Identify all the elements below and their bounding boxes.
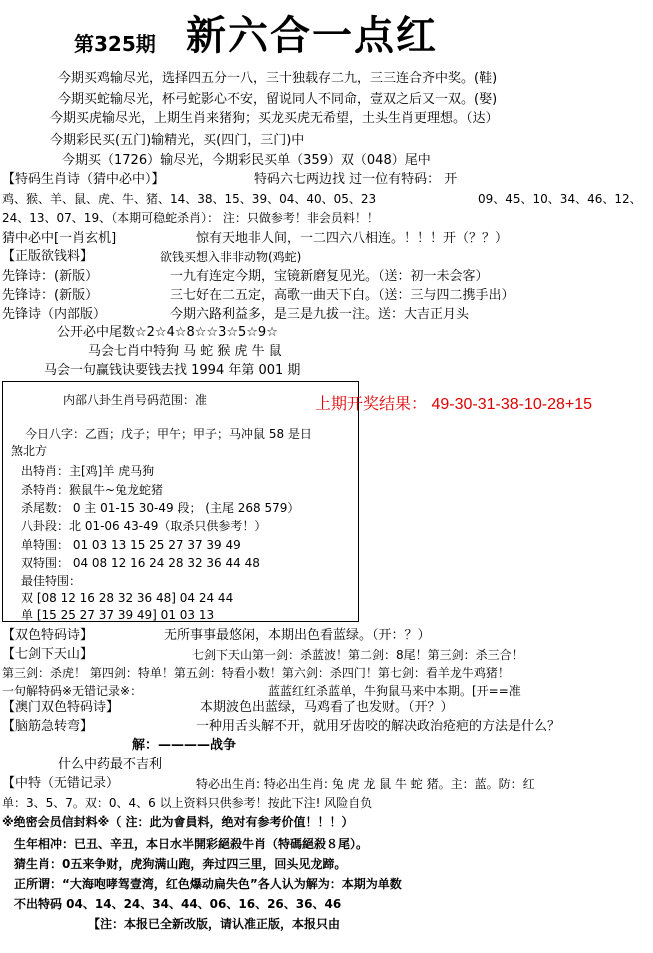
intro-line-1: 今期买鸡输尽光，选择四五分一八，三十独载存二九，三三连合齐中奖。(鞋) (58, 71, 498, 86)
zhongte-cont: 单：3、5、7。双：0、4、6 以上资料只供参考！按此下注! 风险自负 (2, 796, 373, 810)
zhengban-heading: 【正版欲钱料】 (2, 249, 94, 264)
inner-bagua-box (2, 381, 359, 622)
secret-member-title: ※绝密会员信封料※（ 注：此为會員料，绝对有参考价值！！！） (2, 815, 354, 829)
zodiac-seven: 马会七肖中特狗 马 蛇 猴 虎 牛 鼠 (88, 344, 282, 359)
dual-color-text: 无所事事最悠闲，本期出色看蓝绿。（开：？） (164, 628, 431, 643)
one-sentence-label: 一句解特码※无错记录※： (2, 684, 143, 698)
intro-line-4: 今期彩民买(五门)输精光，买(四门，三门)中 (50, 133, 305, 148)
best-label: 最佳特围： (21, 574, 82, 588)
bazi-line: 今日八字：乙酉；戊子；甲午；甲子；马冲鼠 58 是日 (25, 427, 312, 441)
poem-label-2: 先锋诗：(新版） (2, 288, 99, 303)
zhengban-hint: 欲钱买想入非非动物(鸡蛇) (160, 250, 302, 264)
double-range: 双特围： 04 08 12 16 24 28 32 36 44 48 (21, 556, 260, 570)
intro-line-5: 今期买（1726）输尽光，今期彩民买单（359）双（048）尾中 (62, 153, 431, 168)
notice-line: 【注：本报已全新改版，请认准正版，本报只由 (88, 917, 341, 931)
bagua-range: 八卦段：北 01-06 43-49（取杀只供参考！） (21, 519, 267, 533)
box-title: 内部八卦生肖号码范围：准 (63, 393, 208, 407)
out-zodiac: 出特肖：主[鸡]羊 虎马狗 (21, 464, 155, 478)
intro-line-2: 今期买蛇输尽光，杯弓蛇影心不安，留说同人不同命，壹双之后又一双。(娶) (58, 92, 498, 107)
seven-swords-cont: 第三剑：杀虎！ 第四剑：特单！第五剑：特看小数！第六剑：杀四门！第七剑：看羊龙牛鸡猪！ (2, 666, 510, 680)
macau-text: 本期波色出蓝绿，马鸡看了也发财。（开？） (200, 700, 454, 715)
poem-text-2: 三七好在二五定，高歌一曲天下白。（送：三与四二携手出） (170, 288, 515, 303)
tema-line-1-right: 09、45、10、34、46、12、 (478, 192, 642, 206)
best-double: 双 [08 12 16 28 32 36 48] 04 24 44 (21, 591, 234, 605)
last-draw-result: 上期开奖结果： 49-30-31-38-10-28+15 (315, 396, 593, 413)
zheng-suo-line: 正所谓：“大海咆哮驾壹湾，红色爆动扁失色”各人认为解为：本期为单数 (14, 877, 402, 891)
kill-tail: 杀尾数： 0 主 01-15 30-49 段； (主尾 268 579） (21, 501, 300, 515)
herb-riddle: 什么中药最不吉利 (58, 757, 163, 772)
single-range: 单特围： 01 03 13 15 25 27 37 39 49 (21, 538, 241, 552)
dual-color-heading: 【双色特码诗】 (2, 628, 94, 643)
cai-sheng-line: 猜生肖：0五来争财，虎狗满山跑，奔过四三里，回头见龙蹄。 (14, 857, 347, 871)
tema-hint: 特码六七两边找 过一位有特码： 开 (254, 172, 458, 187)
zhongte-text: 特必出生肖: 特必出生肖: 兔 虎 龙 鼠 牛 蛇 猪。主：蓝。防：红 (196, 777, 535, 791)
zhongte-heading: 【中特（无错记录） (2, 776, 120, 791)
seven-swords-text: 七剑下天山第一剑：杀蓝波！第二剑：8尾！第三剑：杀三合！ (192, 648, 524, 662)
tema-line-2: 24、13、07、19、（本期可稳蛇杀肖）： 注：只做参考！非会员料！！ (2, 211, 379, 225)
macau-heading: 【澳门双色特码诗】 (2, 700, 120, 715)
tail-numbers: 公开必中尾数☆2☆4☆8☆☆3☆5☆9☆ (57, 325, 278, 340)
guess-label: 猜中必中[一肖玄机] (2, 231, 117, 246)
wealth-line: 马会一句赢钱诀要钱去找 1994 年第 001 期 (44, 363, 301, 378)
page-title: 新六合一点红 (186, 12, 438, 59)
sheng-nian-line: 生年相冲：已丑、辛丑，本日水半開彩絕殺牛肖（特碼絕殺８尾）。 (14, 837, 369, 851)
tema-heading: 【特码生肖诗（猜中必中）】 (2, 172, 165, 187)
one-sentence-text: 蓝蓝红红杀蓝单，牛狗鼠马来中本期。[开==准 (268, 684, 521, 698)
poem-label-1: 先锋诗：(新版） (2, 269, 99, 284)
poem-label-3: 先锋诗（内部版） (2, 307, 107, 322)
bazi-line-2: 煞北方 (11, 444, 48, 458)
brain-teaser-answer: 解：————战争 (132, 738, 237, 753)
tema-line-1: 鸡、猴、羊、鼠、虎、牛、猪、14、38、15、39、04、40、05、23 (2, 192, 377, 206)
best-single: 单 [15 25 27 37 39 49] 01 03 13 (21, 608, 215, 622)
kill-zodiac: 杀特肖：猴鼠牛~兔龙蛇猪 (21, 483, 164, 497)
intro-line-3: 今期买虎输尽光，上期生肖来猪狗；买龙买虎无希望，土头生肖更理想。（达） (50, 111, 499, 126)
issue-number: 第325期 (74, 32, 156, 56)
brain-teaser-text: 一种用舌头解不开，就用牙齿咬的解决政治疮疤的方法是什么？ (196, 719, 561, 734)
poem-text-1: 一九有连定今期，宝镜新磨复见光。（送：初一未会客） (170, 269, 489, 284)
guess-text: 惊有天地非人间，一二四六八相连。！！！开（？？） (196, 231, 509, 246)
brain-teaser-heading: 【脑筋急转弯】 (2, 719, 94, 734)
no-tema-line: 不出特码 04、14、24、34、44、06、16、26、36、46 (14, 897, 342, 911)
seven-swords-heading: 【七剑下天山】 (2, 647, 94, 662)
poem-text-3: 今期六路利益多，是三是九拔一注。送：大吉正月头 (170, 307, 470, 322)
